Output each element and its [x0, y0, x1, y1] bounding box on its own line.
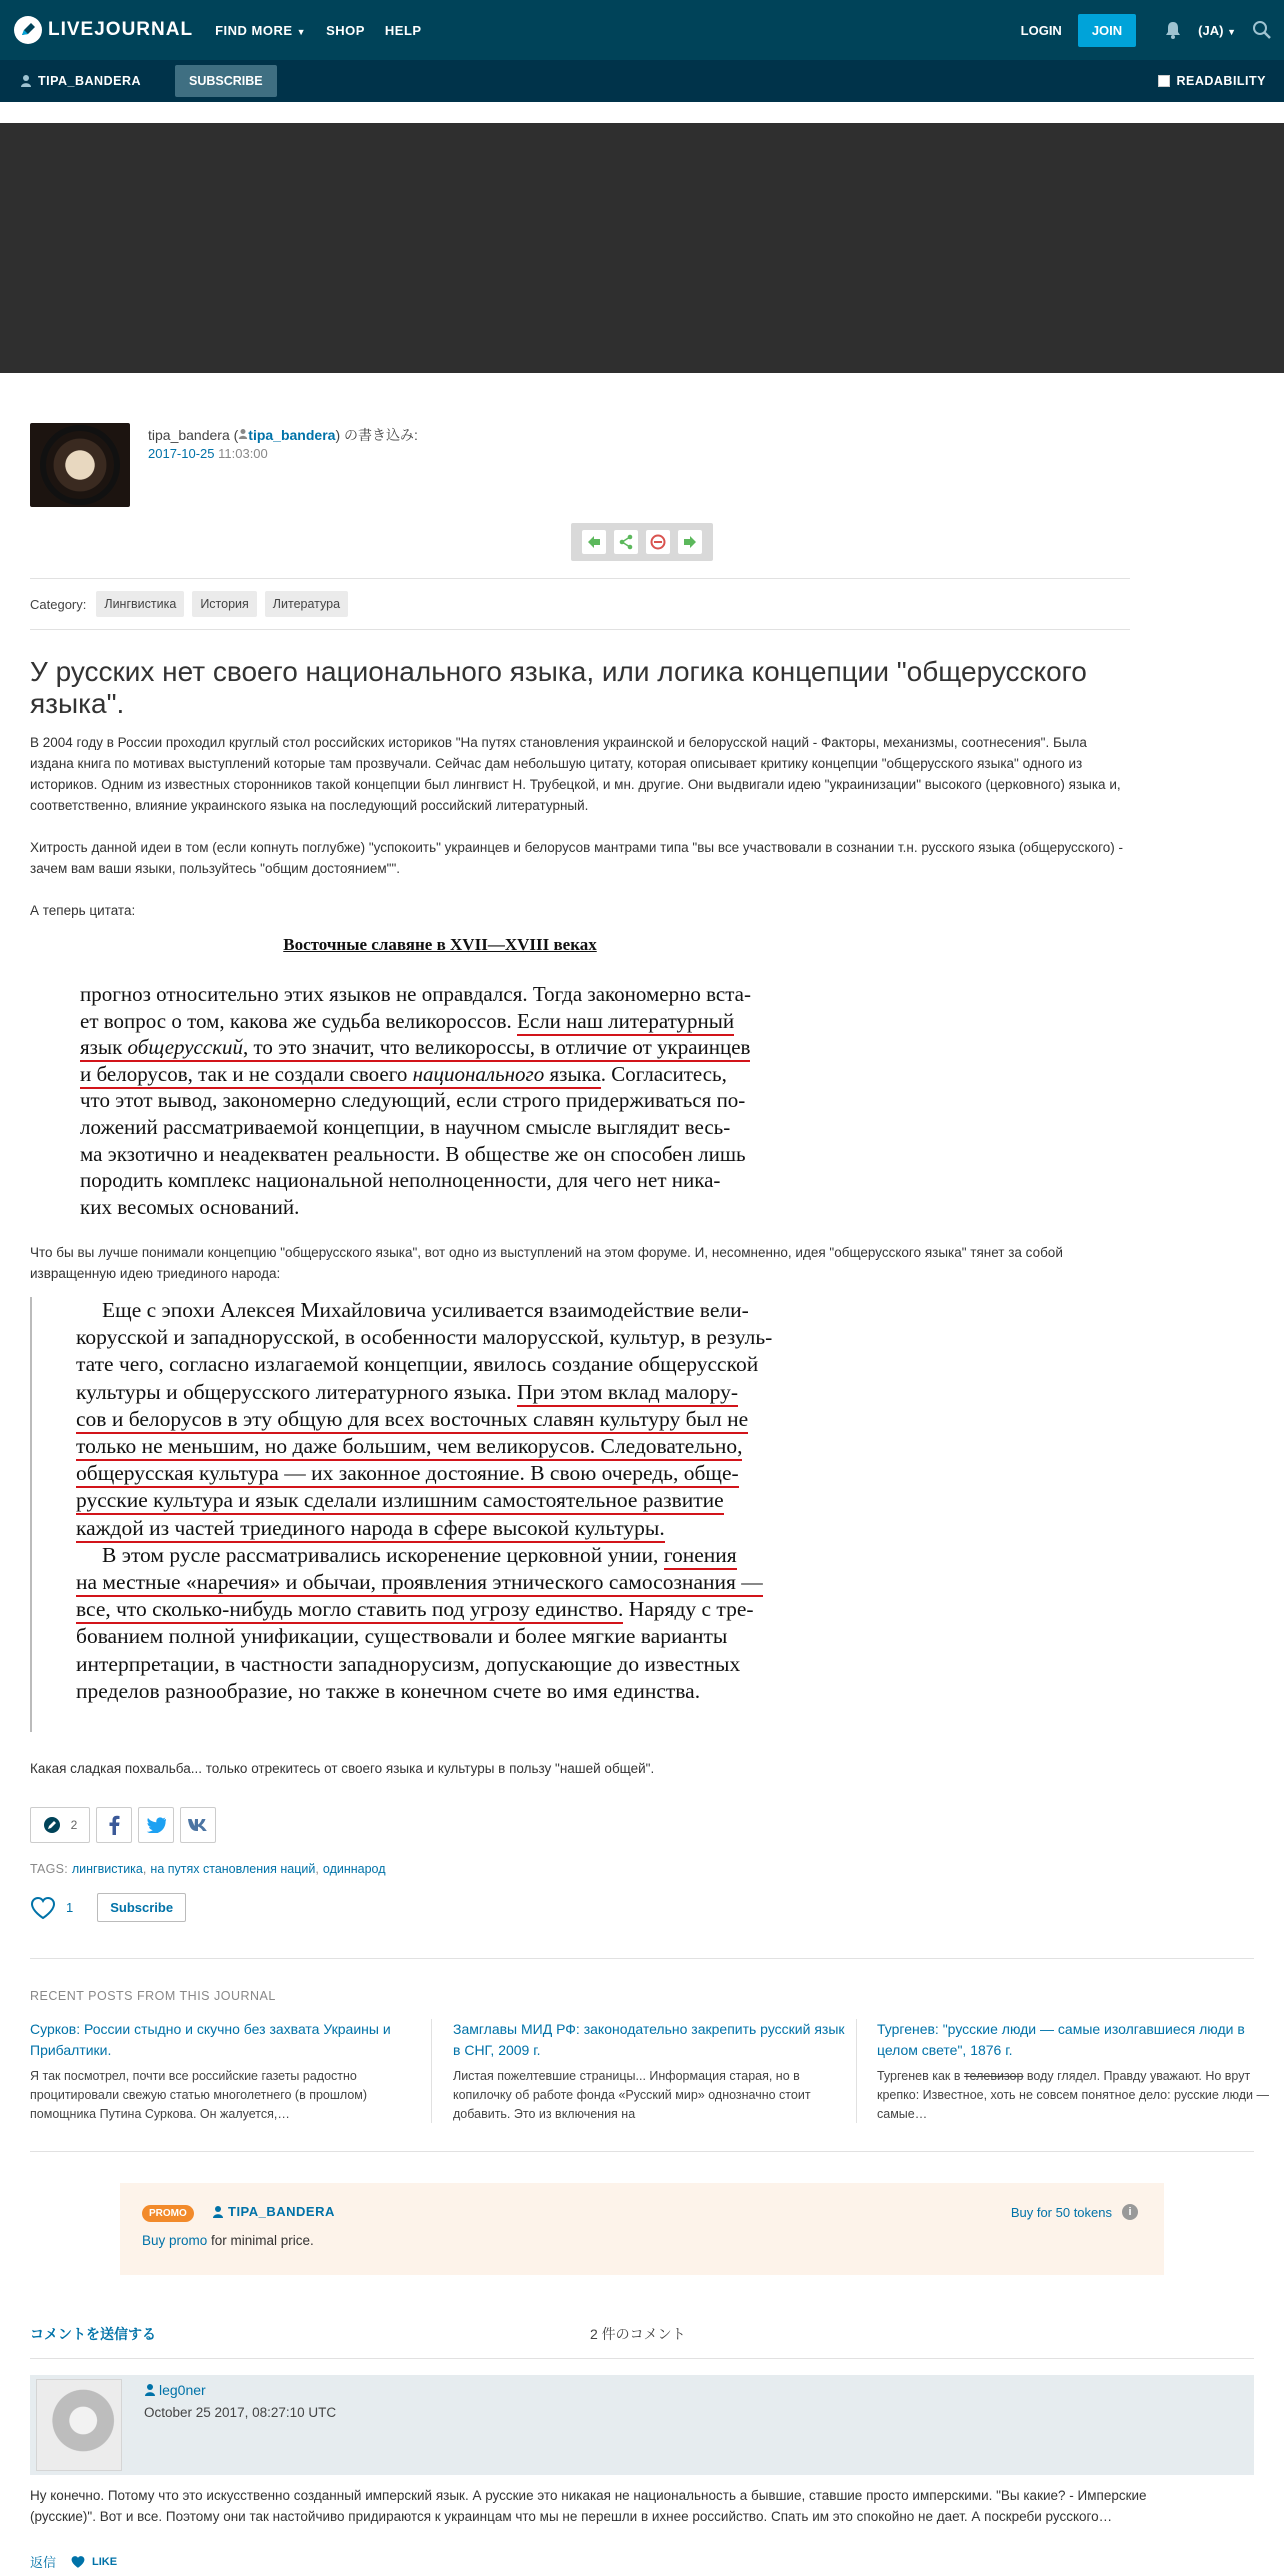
post-tags: TAGS: лингвистика, на путях становления наций, одиннарод — [30, 1862, 386, 1876]
scan-underlined-text — [80, 1062, 601, 1089]
divider — [30, 578, 1130, 579]
scan-line: прогноз относительно этих языков не оправдался. Тогда закономерно вста- — [80, 982, 751, 1006]
tags-label: TAGS: — [30, 1862, 72, 1876]
language-label: (JA) — [1198, 22, 1224, 38]
post-categories — [30, 591, 348, 617]
scan-underlined-text: гонения — [664, 1543, 737, 1570]
vk-share-button[interactable] — [180, 1807, 216, 1843]
column-separator — [431, 2019, 432, 2123]
scan-line — [76, 1542, 810, 1569]
comment-count: 2 件のコメント — [590, 2326, 686, 2342]
scan-line: ложений рассматриваемой концепции, в научном смысле выглядит весь- — [80, 1114, 731, 1139]
category-tag[interactable]: Лингвистика — [96, 591, 184, 617]
livejournal-icon — [43, 1816, 61, 1834]
comment-actions — [30, 2552, 117, 2568]
livejournal-pencil-icon — [14, 16, 42, 44]
scan-line: пределов разнообразие, но также в конечном счете во имя единства. — [76, 1678, 701, 1703]
post-author-line — [148, 425, 418, 445]
post-time: 11:03:00 — [218, 446, 268, 461]
scan-line — [76, 1596, 810, 1623]
share-buttons — [30, 1807, 216, 1843]
scan-heading: Восточные славяне в XVII—XVIII веках — [283, 935, 597, 954]
scan-text: Наряду с тре- — [623, 1597, 754, 1622]
scan-line — [80, 1008, 800, 1035]
scan-underlined-text: При этом вклад малору- — [517, 1380, 738, 1407]
promo-block — [120, 2183, 1164, 2275]
user-icon — [144, 2383, 156, 2397]
post-paragraph: Какая сладкая похвальба... только отрекитесь от своего языка и культуры в пользу "нашей общей". — [30, 1761, 655, 1776]
category-tag[interactable]: Литература — [265, 591, 348, 617]
scan-text: и белорусов, так и не создали своего — [80, 1061, 413, 1086]
livejournal-share-button[interactable] — [30, 1807, 90, 1843]
commenter-username: leg0ner — [159, 2382, 206, 2398]
journal-bar — [0, 60, 1284, 102]
comment-like[interactable] — [70, 2555, 117, 2568]
post-comment-link[interactable]: コメントを送信する — [30, 2326, 156, 2342]
comment-text: Ну конечно. Потому что это искусственно созданный имперский язык. А русские это никакая не национальность а бывшие, ставшие просто имперскими. "Вы какие? - Имперские (русские)". Вот и все. Поэтому они так настойчиво придираются к украинцам что мы не перешли в ихнее российство. Спать им это спокойно не дает. А поскреби русского… — [30, 2488, 1147, 2524]
journal-owner[interactable] — [20, 74, 141, 88]
chevron-down-icon: ▼ — [296, 26, 307, 37]
tag-link[interactable]: лингвистика — [71, 1862, 143, 1876]
promo-badge: PROMO — [142, 2205, 194, 2222]
scan-line: тате чего, согласно излагаемой концепции, явилось создание общерусской — [76, 1352, 759, 1377]
heart-icon[interactable] — [30, 1896, 56, 1920]
recent-posts-heading: RECENT POSTS FROM THIS JOURNAL — [30, 1989, 276, 2003]
user-icon — [212, 2205, 224, 2219]
scan-text: ет вопрос о том, какова же судьба великороссов. — [80, 1008, 518, 1033]
subscribe-button[interactable]: Subscribe — [97, 1893, 186, 1922]
recent-post-title[interactable]: Замглавы МИД РФ: законодательно закрепить русский язык в СНГ, 2009 г. — [453, 2021, 845, 2058]
reply-link[interactable]: 返信 — [30, 2555, 57, 2568]
scan-line: Еще с эпохи Алексея Михайловича усиливается взаимодействие вели- — [102, 1298, 749, 1322]
journal-avatar[interactable] — [30, 423, 130, 507]
like-label: LIKE — [92, 2555, 118, 2568]
twitter-icon — [146, 1817, 166, 1833]
nav-shop[interactable]: SHOP — [326, 22, 365, 38]
scan-text: язык — [80, 1035, 128, 1060]
scan-underlined-text: сов и белорусов в эту общую для всех восточных славян культуру был не — [76, 1407, 748, 1434]
recent-post-excerpt: Листая пожелтевшие страницы... Информация старая, но в копилочку об работе фонда «Русский мир» однозначно стоит добавить. Это из включения на — [453, 2069, 811, 2121]
promo-suffix: for minimal price. — [207, 2233, 314, 2248]
promo-user-name: TIPA_BANDERA — [228, 2204, 335, 2219]
divider — [30, 2151, 1254, 2152]
recent-post-excerpt — [877, 2067, 1277, 2124]
top-navigation-bar — [0, 0, 1284, 60]
scan-text: культуры и общерусского литературного языка. — [76, 1379, 518, 1404]
post-date-link[interactable]: 2017-10-25 — [148, 446, 215, 461]
author-suffix: ) の書き込み: — [335, 427, 418, 443]
post-title: У русских нет своего национального языка, или логика концепции "общерусского языка". — [30, 656, 1087, 719]
scan-text: В этом русле рассматривались искоренение церковной унии, — [102, 1542, 664, 1567]
nav-find-more-label: FIND MORE — [215, 22, 293, 38]
buy-tokens-link[interactable]: Buy for 50 tokens — [1010, 2204, 1112, 2220]
scan-line — [76, 1406, 810, 1433]
recent-post — [453, 2019, 853, 2124]
logo-text: LIVEJOURNAL — [48, 19, 194, 40]
post-actions — [571, 523, 713, 561]
commenter-name[interactable] — [144, 2382, 206, 2398]
scan-line — [76, 1379, 810, 1406]
promo-description — [142, 2233, 314, 2248]
recent-post — [30, 2019, 430, 2124]
post-paragraph: Хитрость данной идеи в том (если копнуть поглубже) "успокоить" украинцев и белорусов мантрами типа "вы все участвовали в сознании т.н. русского языка (общерусского) - зачем вам ваши языки, пользуйтесь "общим достоянием"". — [30, 840, 1123, 876]
readability-toggle[interactable] — [1158, 60, 1266, 102]
readability-checkbox[interactable] — [1158, 75, 1170, 87]
quoted-scan-2 — [30, 1297, 810, 1732]
subscribe-button-top[interactable]: SUBSCRIBE — [175, 65, 277, 97]
vk-icon — [187, 1818, 209, 1832]
info-icon[interactable]: i — [1122, 2204, 1138, 2220]
post-paragraph: Что бы вы лучше понимали концепцию "общерусского языка", вот одно из выступлений на этом форуме. И, несомненно, идея "общерусского языка" тянет за собой извращенную идею триединого народа: — [30, 1245, 1063, 1281]
livejournal-logo[interactable] — [14, 16, 193, 44]
arrow-right-icon — [682, 534, 698, 550]
buy-promo-link[interactable]: Buy promo — [142, 2233, 208, 2248]
scan-line — [76, 1515, 810, 1542]
like-row — [30, 1893, 186, 1922]
category-label: Category: — [30, 596, 87, 612]
chevron-down-icon: ▼ — [1227, 26, 1236, 37]
scan-line — [80, 1034, 800, 1061]
login-link[interactable]: LOGIN — [1020, 22, 1062, 38]
scan-line: интерпретации, в частности западнорусизм, допускающие до известных — [76, 1651, 741, 1676]
scan-line: что этот вывод, закономерно следующий, если строго придерживаться по- — [80, 1088, 746, 1113]
scan-text: языка — [544, 1061, 601, 1086]
previous-entry-button[interactable] — [582, 530, 606, 554]
main-nav — [215, 23, 422, 38]
author-link[interactable]: tipa_bandera — [248, 427, 336, 443]
commenter-avatar[interactable] — [36, 2379, 122, 2471]
quoted-scan-1 — [80, 935, 800, 1220]
scan-underlined-text — [80, 1035, 750, 1062]
next-entry-button[interactable] — [678, 530, 702, 554]
scan-line — [76, 1487, 810, 1514]
post-date — [148, 446, 268, 461]
scan-underlined-text: только не меньшим, но даже большим, чем великорусов. Следовательно, — [76, 1434, 742, 1461]
comment-date: October 25 2017, 08:27:10 UTC — [144, 2405, 337, 2420]
top-right-controls — [1021, 0, 1272, 60]
journal-owner-name: TIPA_BANDERA — [38, 74, 141, 88]
facebook-share-button[interactable] — [96, 1807, 132, 1843]
arrow-left-icon — [586, 534, 602, 550]
share-icon — [618, 534, 634, 550]
tag-link[interactable]: одиннарод — [322, 1862, 386, 1876]
scan-underlined-text: Если наш литературный — [517, 1009, 734, 1036]
scan-underlined-text: все, что сколько-нибудь могло ставить под угрозу единство. — [76, 1597, 623, 1624]
bell-icon[interactable] — [1164, 21, 1182, 39]
join-button[interactable]: JOIN — [1078, 14, 1136, 47]
flag-button[interactable] — [646, 530, 670, 554]
divider — [30, 2358, 1254, 2359]
recent-post-title[interactable]: Тургенев: "русские люди — самые изолгавшиеся люди в целом свете", 1876 г. — [877, 2021, 1245, 2058]
scan-line — [76, 1433, 810, 1460]
scan-underlined-text: общерусская культура — их законное достояние. В свою очередь, обще- — [76, 1461, 739, 1488]
scan-line: породить комплекс национальной неполноценности, для чего нет ника- — [80, 1168, 721, 1193]
promo-user[interactable] — [212, 2204, 335, 2219]
excerpt-text: Тургенев как в — [877, 2069, 964, 2083]
tag-link[interactable]: на путях становления наций — [150, 1862, 316, 1876]
ad-banner — [0, 123, 1284, 373]
heart-icon — [70, 2555, 86, 2568]
share-button[interactable] — [614, 530, 638, 554]
post-paragraph: В 2004 году в России проходил круглый стол российских историков "На путях становления украинской и белорусской наций - Факторы, механизмы, соотнесения". Была издана книга по мотивах выступлений которые там прозвучали. Сейчас дам небольшую цитату, которая описывает критику концепции "общерусского языка" одного из историков. Одним из известных сторонников такой концепции был лингвист Н. Трубецкой, и мн. другие. Они выдвигали идею "украинизации" высокого (церковного) языка и, соответственно, влияние украинского языка на последующий российский литературный. — [30, 735, 1121, 813]
scan-line: ма экзотично и неадекватен реальности. В обществе же он способен лишь — [80, 1141, 746, 1166]
scan-text: . Согласитесь, — [600, 1061, 727, 1086]
post-paragraph: А теперь цитата: — [30, 903, 136, 918]
author-prefix: tipa_bandera ( — [148, 427, 239, 443]
scan-line — [76, 1569, 810, 1596]
scan-line — [80, 1061, 800, 1088]
column-separator — [856, 2019, 857, 2123]
nav-find-more[interactable] — [215, 23, 306, 38]
comment-header — [30, 2375, 1254, 2475]
readability-label: READABILITY — [1176, 74, 1266, 88]
scan-underlined-text: на местные «наречия» и обычаи, проявления этнического самосознания — — [76, 1570, 763, 1597]
scan-text: , то это значит, что великороссы, в отличие от украинцев — [243, 1035, 751, 1060]
category-tag[interactable]: История — [192, 591, 256, 617]
user-icon — [20, 74, 32, 88]
excerpt-strikethrough: телевизор — [963, 2069, 1024, 2083]
language-selector[interactable] — [1198, 23, 1236, 38]
recent-post-excerpt: Я так посмотрел, почти все российские газеты радостно процитировали свежую статью многолетнего (в прошлом) помощника Путина Суркова. Он жалуется,… — [30, 2069, 368, 2121]
nav-help[interactable]: HELP — [384, 22, 422, 38]
share-count: 2 — [70, 1818, 78, 1832]
facebook-icon — [107, 1815, 121, 1835]
recent-post — [877, 2019, 1277, 2124]
scan-line: ких весомых оснований. — [80, 1194, 300, 1219]
scan-underlined-text: каждой из частей триединого народа в сфере высокой культуры. — [76, 1516, 665, 1543]
scan-line — [76, 1460, 810, 1487]
user-icon — [238, 428, 248, 440]
scan-italic-text: национального — [412, 1061, 545, 1086]
scan-underlined-text: русские культура и язык сделали излишним самостоятельное развитие — [76, 1488, 724, 1515]
twitter-share-button[interactable] — [138, 1807, 174, 1843]
avatar-ring — [40, 425, 120, 505]
recent-post-title[interactable]: Сурков: России стыдно и скучно без захвата Украины и Прибалтики. — [30, 2021, 391, 2058]
divider — [30, 629, 1130, 630]
promo-buy — [1011, 2204, 1138, 2220]
like-count[interactable]: 1 — [66, 1900, 74, 1915]
scan-italic-text: общерусский — [127, 1035, 244, 1060]
scan-line: корусской и западнорусской, в особенности малорусской, культур, в резуль- — [76, 1325, 773, 1350]
block-icon — [650, 534, 666, 550]
search-icon[interactable] — [1252, 20, 1272, 40]
scan-line: бованием полной унификации, существовали и более мягкие варианты — [76, 1624, 728, 1649]
divider — [30, 1958, 1254, 1959]
excerpt-text: воду глядел. Правду уважают. Но врут крепко: Известное, хоть не совсем понятное дело: русские люди — самые… — [877, 2069, 1269, 2121]
